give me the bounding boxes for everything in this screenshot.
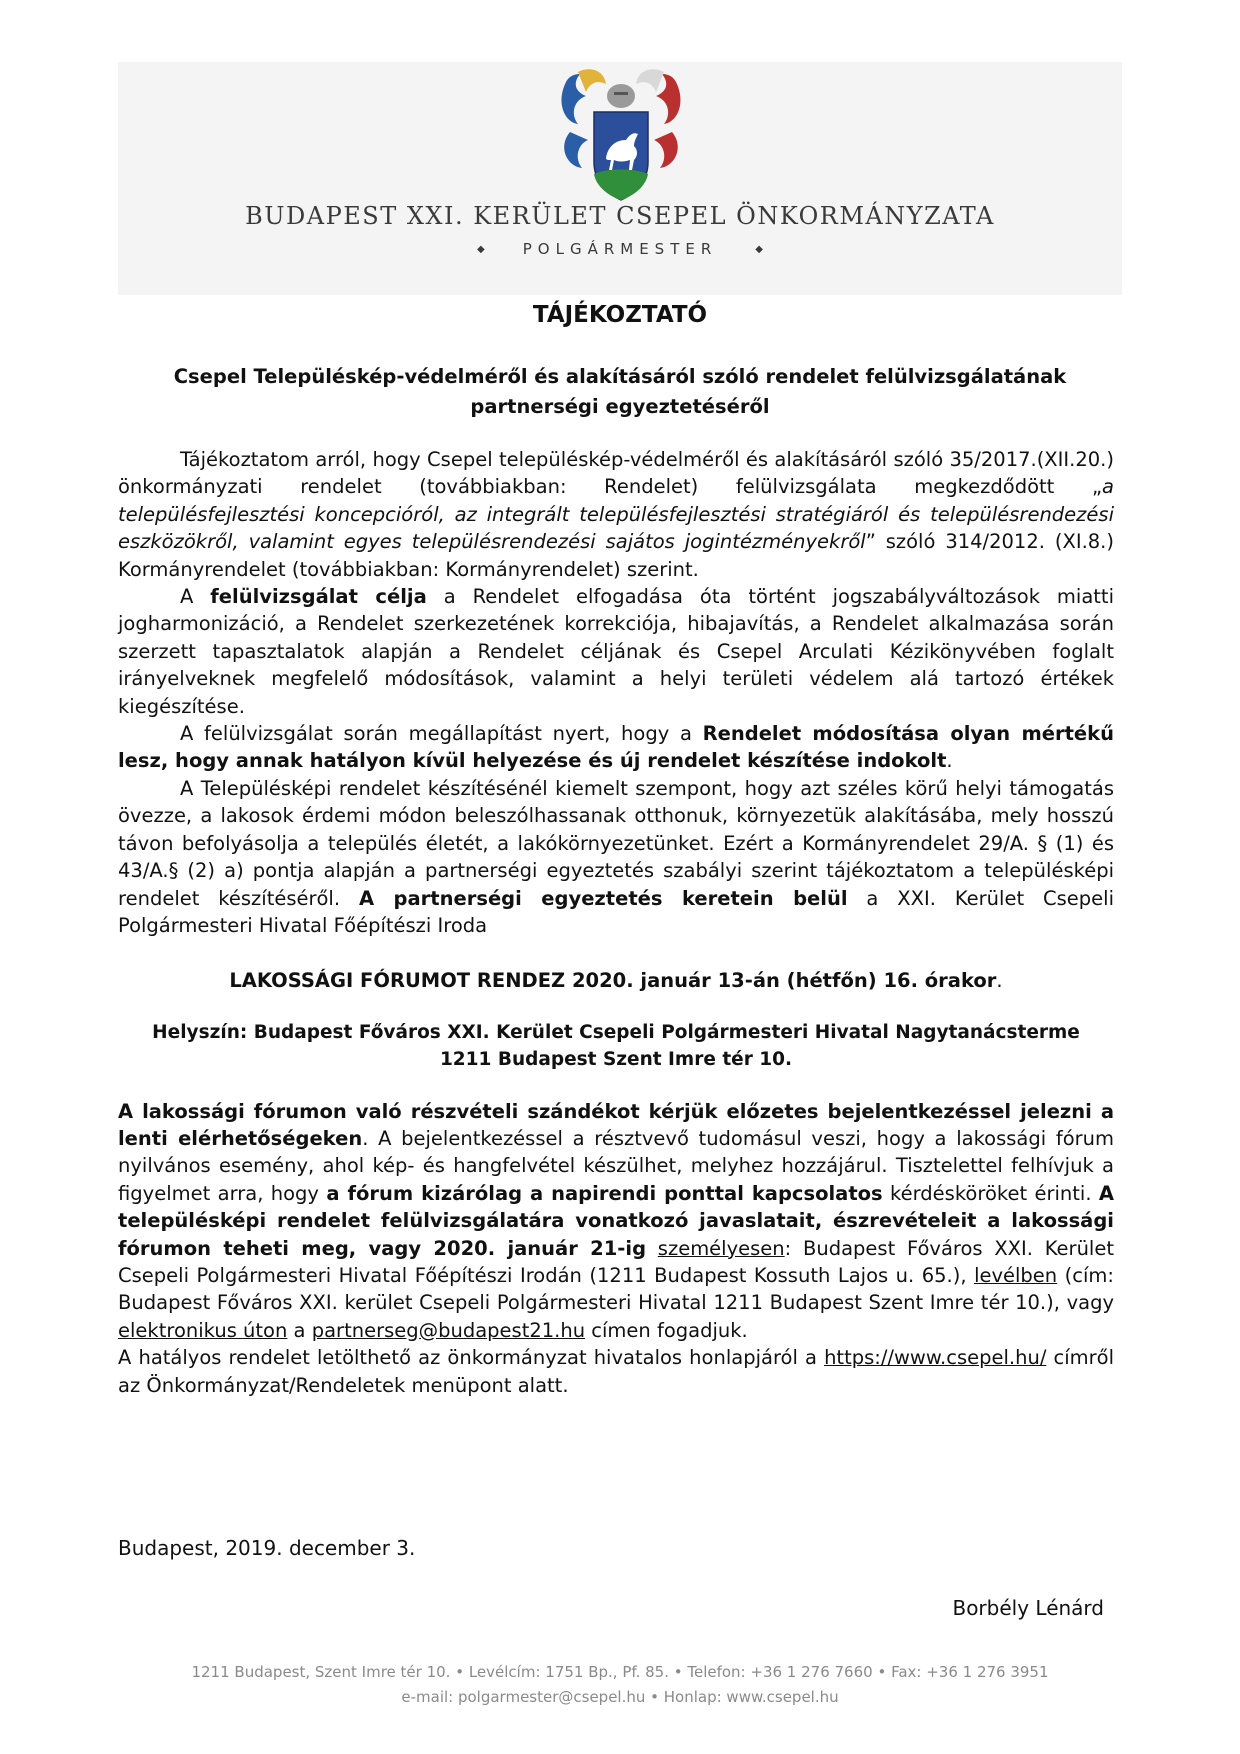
paragraph-finding: A felülvizsgálat során megállapítást nyert, hogy a Rendelet módosítása olyan mértékű lesz, hogy annak hatályon kívül helyezése és új rendelet készítése indokolt. bbox=[118, 722, 1115, 773]
document-body bbox=[118, 446, 1114, 1399]
document-subtitle: Csepel Településkép-védelméről és alakításáról szóló rendelet felülvizsgálatának partnerségi egyeztetéséről bbox=[173, 365, 1067, 418]
organization-name: BUDAPEST XXI. KERÜLET CSEPEL ÖNKORMÁNYZATA bbox=[245, 202, 995, 230]
paragraph-intro: Tájékoztatom arról, hogy Csepel településkép-védelméről és alakításáról szóló 35/2017.(XII.20.) önkormányzati rendelet (továbbiakban: Rendelet) felülvizsgálata megkezdődött „a településfejlesztési koncepcióról, az integrált településfejlesztési stratégiáról és településrendezési eszközökről, valamint egyes településrendezési sajátos jogintézményekről” szóló 314/2012. (XI.8.) Kormányrendelet (továbbiakban: Kormányrendelet) szerint. bbox=[118, 448, 1114, 581]
paragraph-purpose: A felülvizsgálat célja a Rendelet elfogadása óta történt jogszabályváltozások miatti jogharmonizáció, a Rendelet szerkezetének korrekciója, hibajavítás, a Rendelet alkalmazása során szerzett tapasztalatok alapján a Rendelet céljának és Csepel Arculati Kézikönyvében foglalt irányelveknek megfelelő módosítások, valamint a helyi területi védelem alá tartozó értékek kiegészítése. bbox=[118, 585, 1114, 718]
diamond-icon: ◆ bbox=[755, 244, 763, 255]
diamond-icon: ◆ bbox=[477, 244, 485, 255]
paragraph-registration: A lakossági fórumon való részvételi szándékot kérjük előzetes bejelentkezéssel jelezni a lenti elérhetőségeken. A bejelentkezéssel a résztvevő tudomásul veszi, hogy a lakossági fórum nyilvános esemény, ahol kép- és hangfelvétel készülhet, melyhez hozzájárul. Tisztelettel felhívjuk a figyelmet arra, hogy a fórum kizárólag a napirendi ponttal kapcsolatos kérdésköröket érinti. A településképi rendelet felülvizsgálatára vonatkozó javaslatait, észrevételeit a lakossági fórumon teheti meg, vagy 2020. január 21-ig személyesen: Budapest Főváros XXI. Kerület Csepeli Polgármesteri Hivatal Főépítészi Irodán (1211 Budapest Kossuth Lajos u. 65.), levélben (cím: Budapest Főváros XXI. kerület Csepeli Polgármesteri Hivatal 1211 Budapest Szent Imre tér 10.), vagy elektronikus úton a partnerseg@budapest21.hu címen fogadjuk. bbox=[118, 1099, 1115, 1342]
paragraph-partnership: A Településképi rendelet készítésénél kiemelt szempont, hogy azt széles körű helyi támogatás övezze, a lakosok érdemi módon beleszólhassanak otthonuk, környezetük alakításába, mely hosszú távon befolyásolja a település életét, a lakókörnyezetünket. Ezért a Kormányrendelet 29/A. § (1) és 43/A.§ (2) a) pontja alapján a partnerségi egyeztetés szabályi szerint tájékoztatom a településképi rendelet készítéséről. A partnerségi egyeztetés keretein belül a XXI. Kerület Csepeli Polgármesteri Hivatal Főépítészi Iroda bbox=[118, 776, 1114, 937]
forum-announcement: LAKOSSÁGI FÓRUMOT RENDEZ 2020. január 13-án (hétfőn) 16. órakor. bbox=[229, 969, 1003, 993]
signer-name: Borbély Lénárd bbox=[952, 1596, 1104, 1620]
mayor-label: POLGÁRMESTER bbox=[522, 240, 718, 258]
document-date: Budapest, 2019. december 3. bbox=[118, 1536, 416, 1560]
document-title: TÁJÉKOZTATÓ bbox=[532, 302, 708, 328]
coat-of-arms-logo bbox=[556, 62, 686, 202]
footer-email-web: e-mail: polgarmester@csepel.hu • Honlap: www.csepel.hu bbox=[401, 1688, 839, 1706]
paragraph-download: A hatályos rendelet letölthető az önkormányzat hivatalos honlapjáról a https://www.csepel.hu/ címről az Önkormányzat/Rendeletek menüpont alatt. bbox=[118, 1346, 1115, 1397]
footer-contact bbox=[118, 1660, 1122, 1710]
organization-subtitle bbox=[118, 240, 1122, 258]
email-link[interactable]: partnerseg@budapest21.hu bbox=[311, 1318, 586, 1342]
website-link[interactable]: https://www.csepel.hu/ bbox=[824, 1346, 1047, 1370]
footer-address: 1211 Budapest, Szent Imre tér 10. • Levélcím: 1751 Bp., Pf. 85. • Telefon: +36 1 276 7660 • Fax: +36 1 276 3951 bbox=[191, 1663, 1049, 1681]
forum-location: Helyszín: Budapest Főváros XXI. Kerület Csepeli Polgármesteri Hivatal Nagytanácsterme 1211 Budapest Szent Imre tér 10. bbox=[152, 1021, 1080, 1071]
